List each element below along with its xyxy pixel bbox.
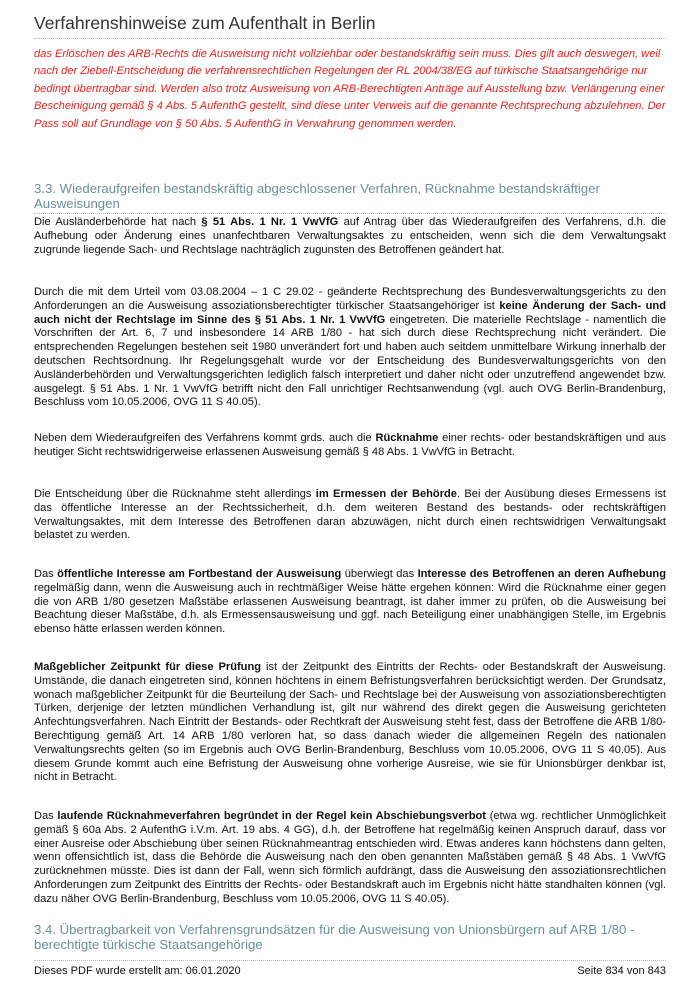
footer-created-date: Dieses PDF wurde erstellt am: 06.01.2020 bbox=[34, 965, 241, 977]
paragraph-ruecknahme: Neben dem Wiederaufgreifen des Verfahrens kommt grds. auch die Rücknahme einer rechts- oder bestandskräftigen und aus heutiger Sicht rechtswidrigerweise erlassenen Ausweisung gemäß § 48 Abs. 1 VwVfG in Betracht. bbox=[34, 432, 666, 458]
red-italic-paragraph: das Erlöschen des ARB-Rechts die Ausweisung nicht vollziehbar oder bestandskräftig sein muss. Dies gilt auch deswegen, weil nach der Ziebell-Entscheidung die verfahrensrechtlichen Regelungen der RL 2004/38/EG auf türkische Staatsangehörige nur bedingt übertragbar sind. Werden also trotz Ausweisung von ARB-Berechtigten Anträge auf Ausstellung bzw. Verlängerung einer Bescheinigung gemäß § 4 Abs. 5 AufenthG gestellt, sind diese unter Verweis auf die genannte Rechtsprechung abzulehnen. Der Pass soll auf Grundlage von § 50 Abs. 5 AufenthG in Verwahrung genommen werden. bbox=[34, 48, 666, 130]
section-divider bbox=[34, 213, 666, 214]
footer-divider bbox=[34, 960, 666, 961]
section-3-3 bbox=[34, 182, 666, 214]
paragraph-wiederaufgreifen: Die Ausländerbehörde hat nach § 51 Abs. 1 Nr. 1 VwVfG auf Antrag über das Wiederaufgreifen des Verfahrens, d.h. die Aufhebung oder Änderung eines unanfechtbaren Verwaltungsaktes zu entscheiden, wenn sich die dem Verwaltungsakt zugrunde liegende Sach- und Rechtslage nachträglich zugunsten des Betroffenen geändert hat. bbox=[34, 216, 666, 256]
document-title: Verfahrenshinweise zum Aufenthalt in Berlin bbox=[34, 13, 376, 33]
title-divider bbox=[34, 38, 666, 39]
section-heading-3-3: 3.3. Wiederaufgreifen bestandskräftig abgeschlossener Verfahren, Rücknahme bestandskräftiger Ausweisungen bbox=[34, 181, 600, 211]
section-3-4 bbox=[34, 923, 666, 952]
footer bbox=[34, 965, 666, 977]
paragraph-rechtsprechung: Durch die mit dem Urteil vom 03.08.2004 – 1 C 29.02 - geänderte Rechtsprechung des Bundesverwaltungsgerichts zu den Anforderungen an die Ausweisung assoziationsberechtigter türkischer Staatsangehöriger ist keine Änderung der Sach- und auch nicht der Rechtslage im Sinne des § 51 Abs. 1 Nr. 1 VwVfG eingetreten. Die materielle Rechtslage - namentlich die Vorschriften der Art. 6, 7 und insbesondere 14 ARB 1/80 - hat sich durch diese Rechtsprechung nicht verändert. Die entsprechenden Regelungen bestehen seit 1980 unverändert fort und haben auch seitdem unmittelbare Wirkung innerhalb der deutschen Rechtsordnung. Ihr Regelungsgehalt wurde vor der Entscheidung des Bundesverwaltungsgerichts von den Ausländerbehörden und Verwaltungsgerichten lediglich falsch interpretiert und daher nicht oder unzutreffend angewendet bzw. ausgelegt. § 51 Abs. 1 Nr. 1 VwVfG betrifft nicht den Fall unrichtiger Rechtsanwendung (vgl. auch OVG Berlin-Brandenburg, Beschluss vom 10.05.2006, OVG 11 S 40.05). bbox=[34, 286, 666, 409]
page bbox=[34, 0, 666, 952]
paragraph-oeffentliches-interesse: Das öffentliche Interesse am Fortbestand der Ausweisung überwiegt das Interesse des Betroffenen an deren Aufhebung regelmäßig dann, wenn die Ausweisung auch in rechtmäßiger Weise hätte ergehen können: Wird die Rücknahme einer gegen die von ARB 1/80 gesetzen Maßstäbe erlassenen Ausweisung beantragt, ist daher immer zu prüfen, ob die Ausweisung bei Beachtung dieser Maßstäbe, d.h. als Ermessensausweisung und ggf. nach Beteiligung einer unabhängigen Stelle, im Ergebnis ebenso hätte erlassen werden können. bbox=[34, 568, 666, 636]
paragraph-zeitpunkt: Maßgeblicher Zeitpunkt für diese Prüfung ist der Zeitpunkt des Eintritts der Rechts- oder Bestandskraft der Ausweisung. Umstände, die danach eingetreten sind, können höchtens in einem Befristungsverfahren berücksichtigt werden. Der Grundsatz, wonach maßgeblicher Zeitpunkt für die Beurteilung der Sach- und Rechtslage bei der Ausweisung von assoziationsberechtigten Türken, derjenige der letzten mündlichen Verhandlung ist, gilt nur während des direkt gegen die Ausweisung gerichteten Anfechtungsverfahren. Nach Eintritt der Bestands- oder Rechtkraft der Ausweisung steht fest, dass der Betroffene die ARB 1/80- Berechtigung gemäß Art. 14 ARB 1/80 verloren hat, so dass danach wieder die allgemeinen Regeln des nationalen Verwaltungsrechts gelten (so im Ergebnis auch OVG Berlin-Brandenburg, Beschluss vom 10.05.2006, OVG 11 S 40.05). Aus diesem Grunde kommt auch eine Befristung der Ausweisung ohne vorherige Ausreise, wie sie für Unionsbürger denkbar ist, nicht in Betracht. bbox=[34, 661, 666, 784]
paragraph-ermessen: Die Entscheidung über die Rücknahme steht allerdings im Ermessen der Behörde. Bei der Ausübung dieses Ermessens ist das öffentliche Interesse an der Rechtssicherheit, d.h. dem weiteren Bestand des bestands- oder rechtskräftigen Verwaltungsaktes, mit dem Interesse des Betroffenen daran abzuwägen, nicht durch einen rechtswidrigen Verwaltungsakt belastet zu werden. bbox=[34, 488, 666, 542]
section-heading-3-4: 3.4. Übertragbarkeit von Verfahrensgrundsätzen für die Ausweisung von Unionsbürgern auf ARB 1/80 - berechtigte türkische Staatsangehörige bbox=[34, 922, 635, 952]
footer-page-number: Seite 834 von 843 bbox=[577, 965, 666, 977]
paragraph-ruecknahmeverfahren: Das laufende Rücknahmeverfahren begründet in der Regel kein Abschiebungsverbot (etwa wg. rechtlicher Unmöglichkeit gemäß § 60a Abs. 2 AufenthG i.V.m. Art. 19 abs. 4 GG), d.h. der Betroffene hat regelmäßig keinen Anspruch darauf, dass vor einer Ausreise oder Abschiebung über seinen Rücknahmeantrag entschieden wird. Etwas anderes kann höchstens dann gelten, wenn offensichtlich ist, dass die Behörde die Ausweisung nach den oben genannten Maßstäben gemäß § 48 Abs. 1 VwVfG zurücknehmen müsste. Dies ist dann der Fall, wenn sich förmlich aufdrängt, dass die Ausweisung den assoziationsrechtlichen Anforderungen zum Zeitpunkt des Eintritts der Rechts- oder Bestandskraft auch im Ergebnis nicht hätte standhalten können (vgl. dazu näher OVG Berlin-Brandenburg, Beschluss vom 10.05.2006, OVG 11 S 40.05). bbox=[34, 810, 666, 905]
